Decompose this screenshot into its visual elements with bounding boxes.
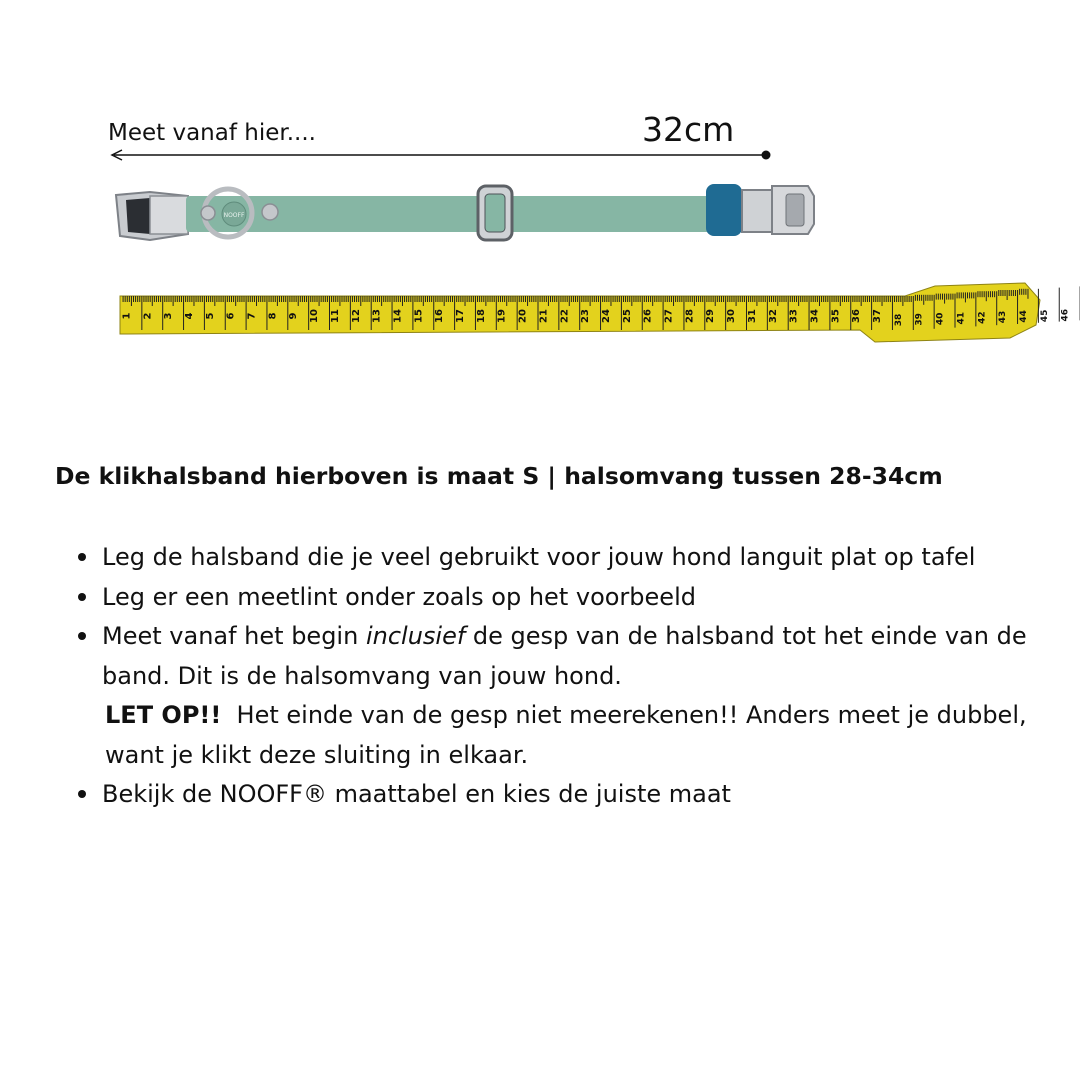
tape-number: 38 xyxy=(893,313,904,327)
list-item xyxy=(78,617,1038,775)
measure-arrow xyxy=(112,150,771,160)
tape-number: 34 xyxy=(809,309,821,323)
step-text: de gesp van de halsband tot het einde van de band. Dit is de halsomvang van jouw hond. xyxy=(102,622,1027,690)
tape-number: 11 xyxy=(329,309,341,323)
tape-number: 37 xyxy=(872,309,884,323)
tape-number: 42 xyxy=(977,311,988,324)
step-emphasis: inclusief xyxy=(365,622,466,650)
strap-keeper xyxy=(706,184,742,236)
bullet-icon xyxy=(78,632,86,640)
tape-number: 27 xyxy=(663,309,675,323)
tape-number: 45 xyxy=(1039,309,1050,323)
tape-number: 24 xyxy=(600,309,612,323)
tape-number: 23 xyxy=(580,309,592,323)
collar xyxy=(116,184,814,240)
bullet-icon xyxy=(78,553,86,561)
warning-label: LET OP!! xyxy=(105,701,222,729)
tape-number: 7 xyxy=(246,312,258,320)
tape-number: 35 xyxy=(830,309,842,323)
tape-number: 13 xyxy=(371,309,383,323)
tape-number: 12 xyxy=(350,309,362,323)
tape-number: 21 xyxy=(538,309,550,323)
tape-number: 41 xyxy=(956,311,967,325)
tape-number: 10 xyxy=(309,309,321,323)
list-item xyxy=(78,578,1038,618)
step-text: Bekijk de NOOFF® maattabel en kies de juiste maat xyxy=(102,780,731,808)
tape-number: 31 xyxy=(746,309,758,323)
tape-number: 5 xyxy=(204,312,216,320)
tape-number: 22 xyxy=(559,309,571,323)
tape-number: 25 xyxy=(621,309,633,323)
warning-note xyxy=(102,696,1038,775)
tape-number: 8 xyxy=(267,312,279,320)
tape-number: 43 xyxy=(998,310,1009,324)
tape-number: 18 xyxy=(475,309,487,323)
tape-number: 4 xyxy=(183,312,195,320)
tape-number: 29 xyxy=(705,309,717,323)
tape-number: 1 xyxy=(121,312,133,320)
tape-number: 32 xyxy=(767,309,779,323)
list-item xyxy=(78,538,1038,578)
tape-number: 17 xyxy=(455,309,467,323)
size-heading: De klikhalsband hierboven is maat S | halsomvang tussen 28-34cm xyxy=(55,462,943,490)
tape-number: 20 xyxy=(517,309,529,323)
tape-number: 36 xyxy=(851,309,863,323)
tape-number: 40 xyxy=(935,312,946,326)
tape-number: 26 xyxy=(642,309,654,323)
step-text: Leg er een meetlint onder zoals op het voorbeeld xyxy=(102,582,696,611)
tape-number: 19 xyxy=(496,309,508,323)
tape-number: 30 xyxy=(726,309,738,323)
tape-number: 16 xyxy=(434,309,446,323)
step-text: Leg de halsband die je veel gebruikt voor jouw hond languit plat op tafel xyxy=(102,543,976,571)
tape-number: 14 xyxy=(392,309,404,323)
step-text: Meet vanaf het begin xyxy=(102,622,366,650)
measure-value: 32cm xyxy=(642,110,735,149)
tape-number: 3 xyxy=(163,312,175,320)
tape-number: 46 xyxy=(1060,308,1071,322)
measuring-tape xyxy=(120,283,1080,342)
collar-brand-mark: NOOFF xyxy=(223,212,245,219)
warning-text: Het einde van de gesp niet meerekenen!! Anders meet je dubbel, want je klikt deze sluiting in elkaar. xyxy=(105,701,1035,769)
tape-number: 15 xyxy=(413,309,425,323)
list-item xyxy=(78,775,1038,815)
tape-number: 9 xyxy=(288,312,300,320)
bullet-icon xyxy=(78,790,86,798)
collar-illustration xyxy=(0,0,1080,400)
tape-number: 33 xyxy=(788,309,800,323)
tape-number: 2 xyxy=(142,312,154,320)
tape-number: 6 xyxy=(225,312,237,320)
measure-start-label: Meet vanaf hier.... xyxy=(108,120,316,146)
bullet-icon xyxy=(78,593,86,601)
tape-number: 39 xyxy=(914,313,925,326)
instruction-list xyxy=(78,538,1038,815)
tape-number: 44 xyxy=(1018,310,1029,323)
tape-number: 28 xyxy=(684,309,696,323)
